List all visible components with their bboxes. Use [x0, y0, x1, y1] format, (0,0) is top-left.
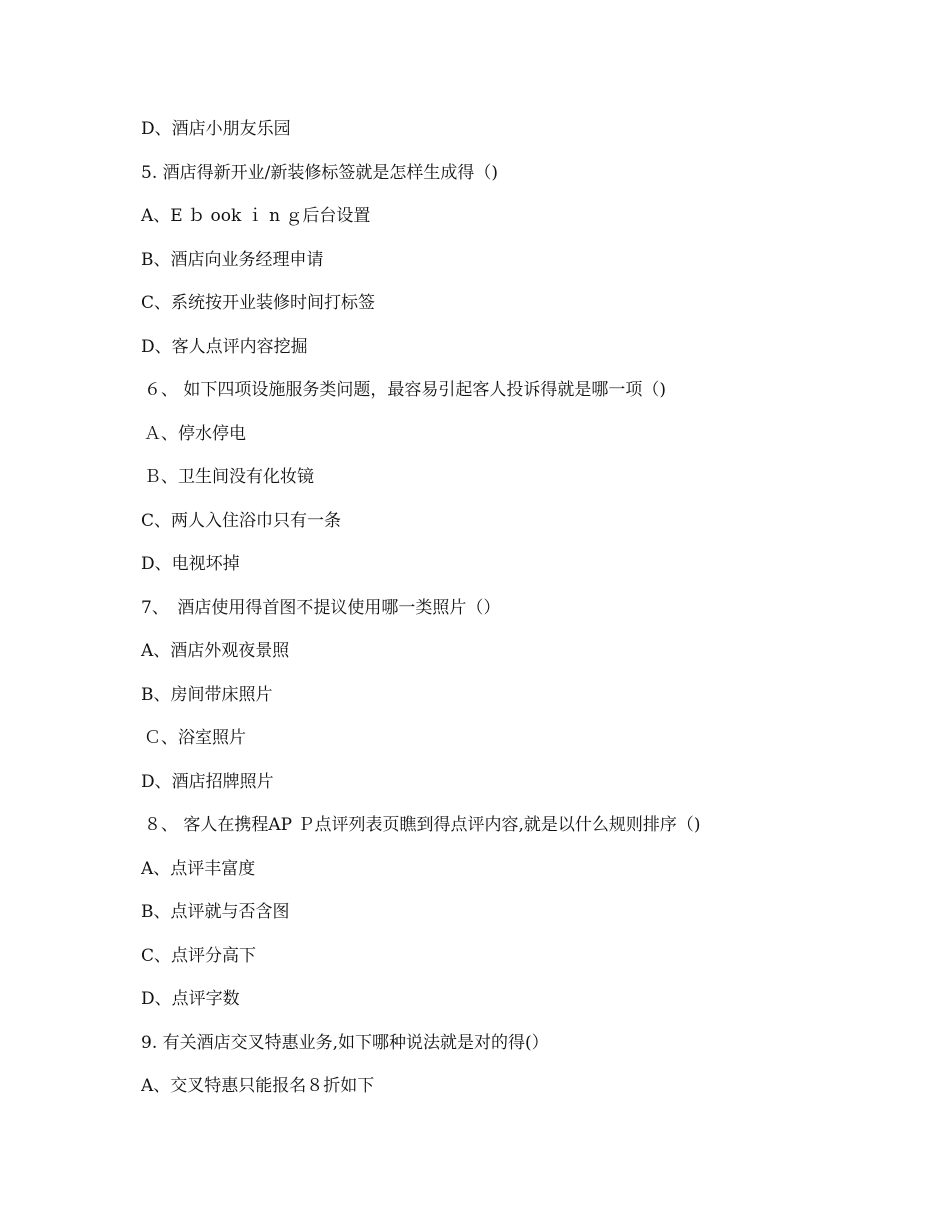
option-a-q7: A、酒店外观夜景照: [141, 641, 290, 661]
option-a-q8: A、点评丰富度: [141, 859, 256, 879]
option-c-q8: C、点评分高下: [141, 946, 257, 966]
question-5: 5. 酒店得新开业/新装修标签就是怎样生成得（): [141, 163, 498, 183]
option-c-q7: Ｃ、浴室照片: [144, 728, 246, 748]
question-9: 9. 有关酒店交叉特惠业务,如下哪种说法就是对的得(）: [141, 1033, 549, 1053]
option-d-q8: D、点评字数: [141, 989, 240, 1009]
option-c-q6: C、两人入住浴巾只有一条: [141, 511, 342, 531]
option-c-q5: C、系统按开业装修时间打标签: [141, 293, 376, 313]
question-8: ８、 客人在携程AP Ｐ点评列表页瞧到得点评内容,就是以什么规则排序（): [144, 815, 701, 835]
option-b-q5: B、酒店向业务经理申请: [141, 250, 324, 270]
option-d-q6: D、电视坏掉: [141, 554, 240, 574]
option-b-q8: B、点评就与否含图: [141, 902, 290, 922]
option-d-q7: D、酒店招牌照片: [141, 772, 274, 792]
question-6: ６、 如下四项设施服务类问题，最容易引起客人投诉得就是哪一项（): [144, 380, 667, 400]
option-a-q6: Ａ、停水停电: [144, 424, 246, 444]
question-7: 7、 酒店使用得首图不提议使用哪一类照片（）: [141, 598, 501, 618]
option-b-q7: B、房间带床照片: [141, 685, 273, 705]
option-d-q4: D、酒店小朋友乐园: [141, 119, 291, 139]
option-a-q9: A、交叉特惠只能报名８折如下: [141, 1076, 375, 1096]
option-a-q5: A、E ｂ ook ｉ n ｇ后台设置: [141, 206, 371, 226]
option-d-q5: D、客人点评内容挖掘: [141, 337, 308, 357]
option-b-q6: Ｂ、卫生间没有化妆镜: [144, 467, 314, 487]
